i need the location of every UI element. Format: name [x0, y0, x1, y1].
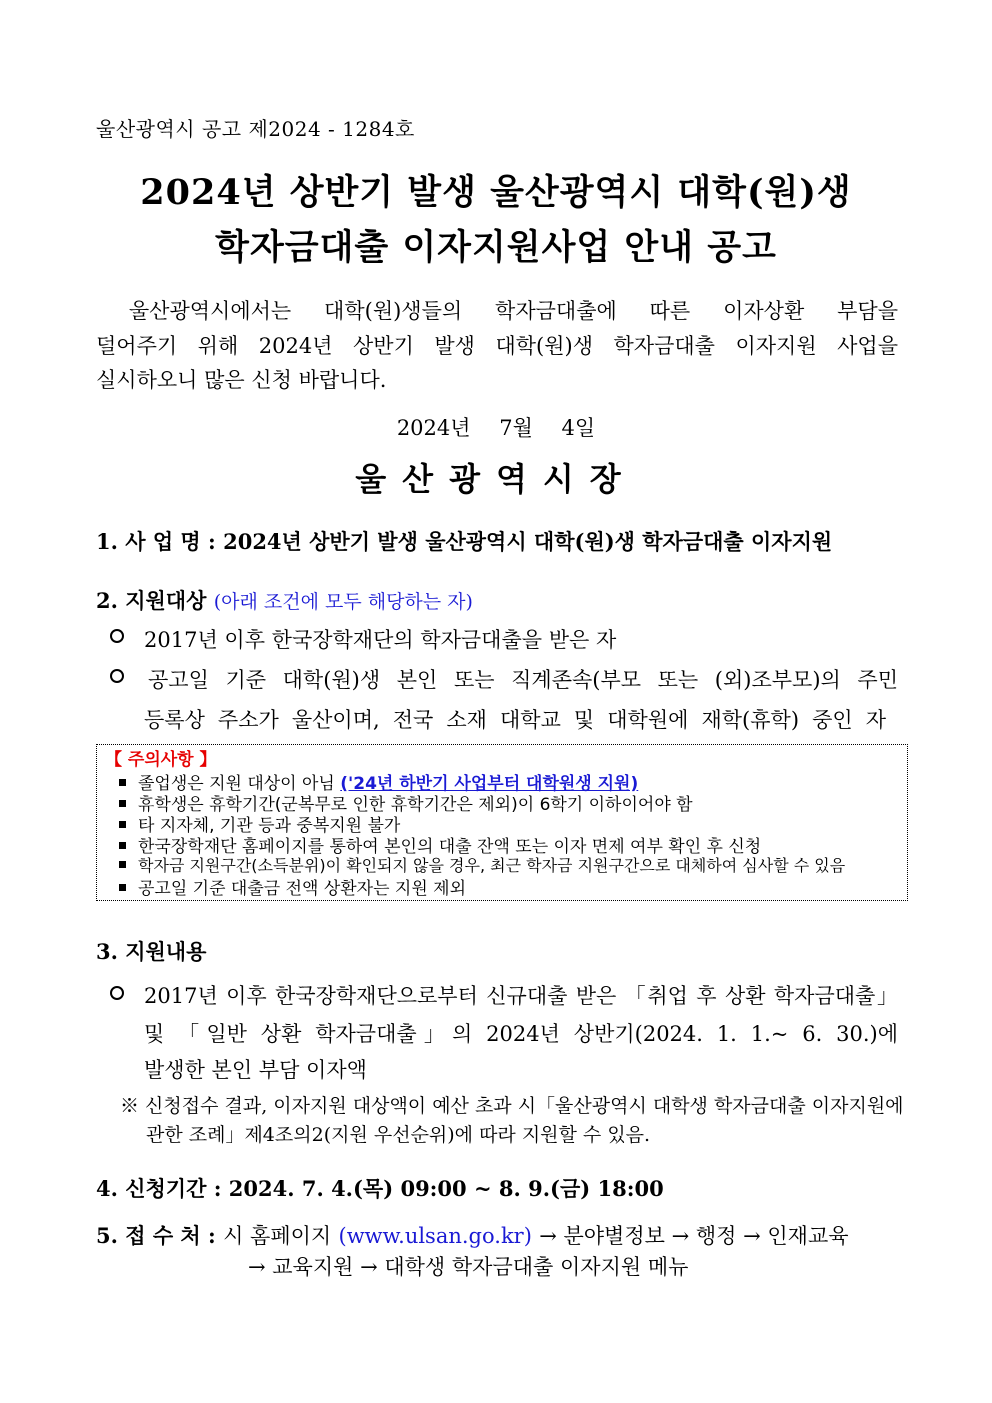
caution-item: 휴학생은 휴학기간(군복무로 인한 휴학기간은 제외)이 6학기 이하이어야 함 [119, 790, 693, 815]
square-bullet-icon [119, 821, 126, 828]
intro-line-2: 덜어주기 위해 2024년 상반기 발생 대학(원)생 학자금대출 이자지원 사업을 [96, 334, 898, 358]
target-item-2: 공고일 기준 대학(원)생 본인 또는 직계존속(부모 또는 (외)조부모)의 주민 [148, 668, 898, 692]
support-note-line-1: ※ 신청접수 결과, 이자지원 대상액이 예산 초과 시「울산광역시 대학생 학자금대출 이자지원에 [120, 1095, 904, 1117]
menu-path-2: → 교육지원 → 대학생 학자금대출 이자지원 메뉴 [248, 1255, 689, 1279]
notice-number: 울산광역시 공고 제2024 - 1284호 [96, 117, 415, 141]
title-line-2: 학자금대출 이자지원사업 안내 공고 [215, 227, 777, 268]
section-4 [96, 1173, 664, 1203]
caution-box [96, 744, 908, 901]
square-bullet-icon [119, 884, 126, 891]
section-5 [96, 1220, 849, 1250]
square-bullet-icon [119, 779, 126, 786]
target-item-2-cont: 등록상 주소가 울산이며, 전국 소재 대학교 및 대학원에 재학(휴학) 중인 자 [144, 708, 886, 732]
menu-path-1: → 분야별정보 → 행정 → 인재교육 [539, 1224, 849, 1248]
section-3-label: 3. 지원내용 [96, 939, 207, 964]
support-item-line-3: 발생한 본인 부담 이자액 [144, 1058, 367, 1082]
target-item-1: 2017년 이후 한국장학재단의 학자금대출을 받은 자 [144, 628, 617, 652]
caution-item: 공고일 기준 대출금 전액 상환자는 지원 제외 [119, 874, 466, 899]
intro-line-3: 실시하오니 많은 신청 바랍니다. [96, 368, 387, 392]
support-note-line-2: 관한 조례」제4조의2(지원 우선순위)에 따라 지원할 수 있음. [146, 1124, 651, 1146]
caution-item: 졸업생은 지원 대상이 아님 ('24년 하반기 사업부터 대학원생 지원) [119, 769, 638, 794]
support-item-line-1: 2017년 이후 한국장학재단으로부터 신규대출 받은 「취업 후 상환 학자금대출」 [144, 984, 898, 1008]
caution-item: 한국장학재단 홈페이지를 통하여 본인의 대출 잔액 또는 이자 면제 여부 확인 후 신청 [119, 832, 761, 857]
title-line-1: 2024년 상반기 발생 울산광역시 대학(원)생 [140, 172, 852, 213]
caution-highlight: ('24년 하반기 사업부터 대학원생 지원) [340, 774, 639, 794]
caution-title: 【 주의사항 】 [105, 750, 217, 770]
caution-item: 타 지자체, 기관 등과 중복지원 불가 [119, 811, 400, 836]
section-1-value: 2024년 상반기 발생 울산광역시 대학(원)생 학자금대출 이자지원 [223, 529, 833, 554]
square-bullet-icon [119, 842, 126, 849]
square-bullet-icon [119, 861, 126, 868]
caution-item: 학자금 지원구간(소득분위)이 확인되지 않을 경우, 최근 학자금 지원구간으로 대체하여 심사할 수 있음 [119, 853, 845, 876]
section-4-label: 4. 신청기간 : [96, 1176, 222, 1201]
section-1 [96, 526, 832, 556]
intro-line-1: 울산광역시에서는 대학(원)생들의 학자금대출에 따른 이자상환 부담을 [128, 299, 898, 323]
section-4-value: 2024. 7. 4.(목) 09:00 ~ 8. 9.(금) 18:00 [228, 1176, 664, 1201]
section-5-label: 5. 접 수 처 : [96, 1223, 216, 1248]
section-2-label: 2. 지원대상 [96, 588, 207, 613]
section-1-label: 1. 사 업 명 : [96, 529, 216, 554]
homepage-link[interactable]: (www.ulsan.go.kr) [338, 1224, 532, 1248]
circle-bullet-icon [110, 669, 124, 683]
section-2 [96, 585, 473, 615]
signer: 울산광역시장 [355, 460, 637, 498]
section-2-sub: (아래 조건에 모두 해당하는 자) [213, 591, 473, 613]
square-bullet-icon [119, 800, 126, 807]
notice-date: 2024년 7월 4일 [396, 416, 596, 440]
circle-bullet-icon [110, 629, 124, 643]
support-item-line-2: 및 「일반 상환 학자금대출」의 2024년 상반기(2024. 1. 1.~ 6. 30.)에 [144, 1022, 898, 1046]
section-5-prefix: 시 홈페이지 [223, 1224, 332, 1248]
circle-bullet-icon [110, 986, 124, 1000]
